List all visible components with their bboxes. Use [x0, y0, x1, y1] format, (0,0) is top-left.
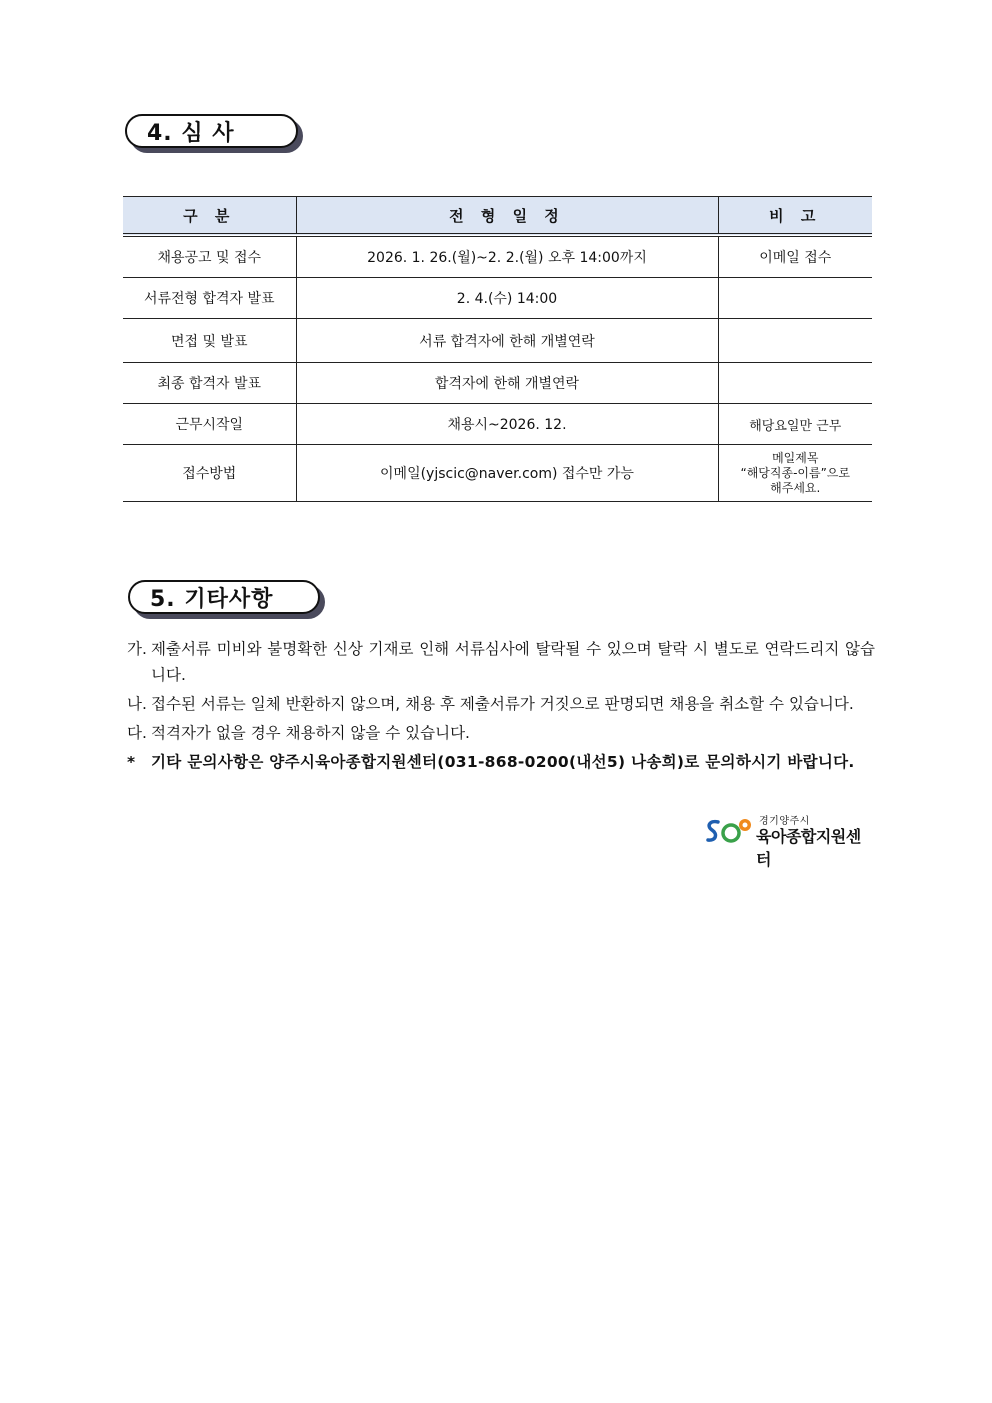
row-schedule: 2026. 1. 26.(월)~2. 2.(월) 오후 14:00까지: [296, 235, 718, 278]
contact-text: 기타 문의사항은 양주시육아종합지원센터(031-868-0200(내선5) 나송희)로 문의하시기 바랍니다.: [151, 753, 855, 771]
row-category: 근무시작일: [123, 404, 296, 445]
table-row: [123, 278, 872, 319]
row-category: 접수방법: [123, 445, 296, 502]
section-5-heading: [128, 580, 326, 618]
logo-mark-icon: [704, 816, 754, 846]
header-remark: 비 고: [718, 197, 872, 236]
remark-line: 해주세요.: [770, 480, 821, 495]
item-marker: 나.: [127, 695, 147, 713]
row-category: 채용공고 및 접수: [123, 235, 296, 278]
row-remark: 해당요일만 근무: [718, 404, 872, 445]
row-schedule: 채용시~2026. 12.: [296, 404, 718, 445]
row-schedule: 이메일(yjscic@naver.com) 접수만 가능: [296, 445, 718, 502]
list-item: [127, 720, 875, 746]
table-row: [123, 404, 872, 445]
item-text: 적격자가 없을 경우 채용하지 않을 수 있습니다.: [151, 724, 470, 742]
row-remark: 이메일 접수: [718, 235, 872, 278]
contact-note: [127, 749, 875, 775]
item-text: 접수된 서류는 일체 반환하지 않으며, 채용 후 제출서류가 거짓으로 판명되면 채용을 취소할 수 있습니다.: [151, 695, 854, 713]
remark-line: 메일제목: [772, 450, 819, 465]
header-schedule: 전 형 일 정: [296, 197, 718, 236]
notes-list: [127, 636, 875, 775]
table-header-row: [123, 197, 872, 236]
row-category: 최종 합격자 발표: [123, 363, 296, 404]
row-category: 면접 및 발표: [123, 319, 296, 363]
logo-title: 육아종합지원센터: [756, 827, 861, 869]
row-schedule: 합격자에 한해 개별연락: [296, 363, 718, 404]
logo-subtitle: 경기양주시: [759, 816, 810, 827]
heading-pill: [128, 580, 320, 614]
row-remark: [718, 278, 872, 319]
section-4-heading: [125, 114, 303, 152]
heading-pill: [125, 114, 298, 148]
section-4-title: 4. 심 사: [147, 120, 235, 146]
table-row: [123, 319, 872, 363]
section-5-title: 5. 기타사항: [150, 586, 274, 612]
remark-line: “해당직종-이름”으로: [740, 465, 850, 480]
contact-marker: *: [127, 753, 136, 771]
item-marker: 다.: [127, 724, 147, 742]
item-text: 제출서류 미비와 불명확한 신상 기재로 인해 서류심사에 탈락될 수 있으며 탈락 시 별도로 연락드리지 않습니다.: [151, 640, 875, 684]
center-logo: [704, 812, 874, 869]
table-row: [123, 363, 872, 404]
table-row: [123, 235, 872, 278]
list-item: [127, 691, 875, 717]
list-item: [127, 636, 875, 688]
row-category: 서류전형 합격자 발표: [123, 278, 296, 319]
row-schedule: 서류 합격자에 한해 개별연락: [296, 319, 718, 363]
header-category: 구 분: [123, 197, 296, 236]
row-remark: [718, 319, 872, 363]
row-remark: [718, 445, 872, 502]
row-remark: [718, 363, 872, 404]
schedule-table: [123, 196, 872, 502]
row-schedule: 2. 4.(수) 14:00: [296, 278, 718, 319]
table-row: [123, 445, 872, 502]
item-marker: 가.: [127, 640, 147, 658]
